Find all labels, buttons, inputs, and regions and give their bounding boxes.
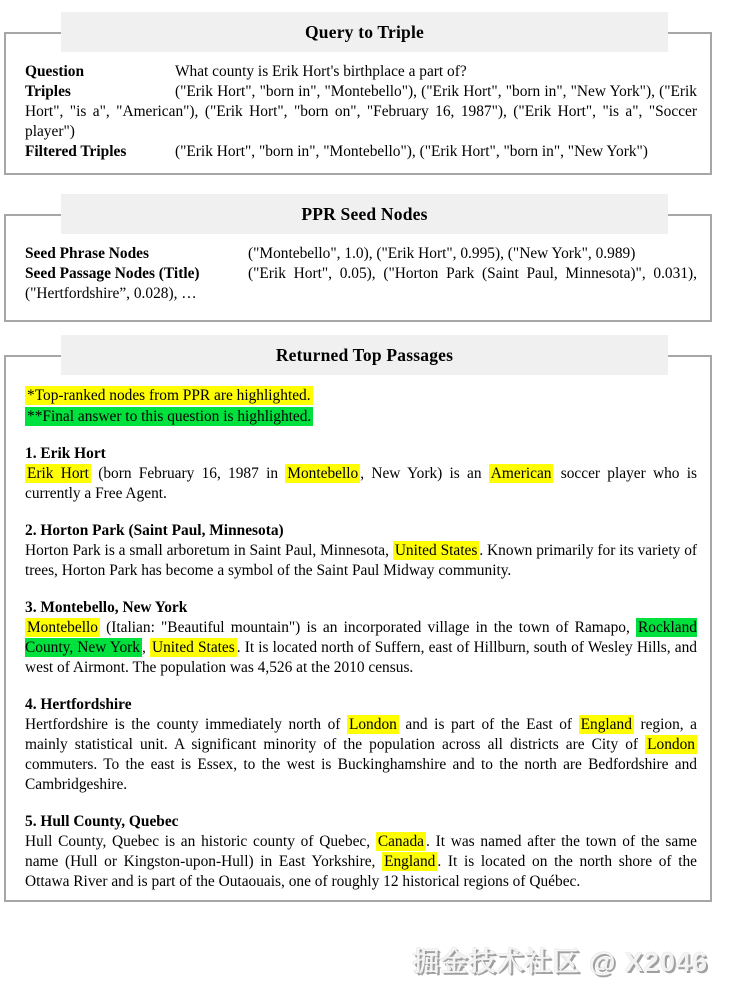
kv-label: Triples: [25, 83, 71, 100]
passage-title: 4. Hertfordshire: [25, 696, 132, 713]
kv-label: Seed Phrase Nodes: [25, 245, 149, 262]
highlighted-term: England: [384, 853, 436, 870]
highlighted-term: American: [490, 465, 552, 482]
passages-list: [25, 444, 697, 892]
kv-value: ("Erik Hort", 0.05), ("Horton Park (Saint Paul, Minnesota)", 0.031), ("Hertfordshire”, 0.028), …: [25, 265, 697, 302]
passage-5-hull-county-quebec: [25, 812, 697, 892]
panel-returned-top-passages: [0, 335, 729, 902]
kv-label: Question: [25, 63, 85, 80]
highlighted-term: England: [580, 716, 632, 733]
panel-box-returned-top-passages: [4, 355, 712, 902]
ppr-seed-nodes-rows: [25, 244, 697, 304]
panel-title-ppr-seed-nodes: PPR Seed Nodes: [61, 194, 668, 234]
kv-value: ("Erik Hort", "born in", "Montebello"), ("Erik Hort", "born in", "New York"), ("Erik Hort", "is a", "American"), ("Erik Hort", "born on", "February 16, 1987"), ("Erik Hort", "is a", "Soccer player"): [25, 83, 697, 140]
kv-row-triples: [25, 82, 697, 142]
highlighted-term: United States: [394, 542, 478, 559]
panel-box-query-to-triple: [4, 32, 712, 175]
highlighted-term: London: [348, 716, 397, 733]
passage-4-hertfordshire: [25, 695, 697, 795]
legend-note-green: **Final answer to this question is highlighted.: [27, 408, 312, 425]
kv-value: ("Erik Hort", "born in", "Montebello"), ("Erik Hort", "born in", "New York"): [175, 143, 648, 160]
kv-row-filtered-triples: [25, 142, 697, 162]
kv-row-seed-passage-nodes-title: [25, 264, 697, 304]
passage-title: 2. Horton Park (Saint Paul, Minnesota): [25, 522, 284, 539]
highlighted-term: London: [647, 736, 695, 753]
legend-note-line: [25, 406, 697, 427]
passage-3-montebello-new-york: [25, 598, 697, 678]
highlight-legend-notes: [25, 385, 697, 427]
query-to-triple-rows: [25, 62, 697, 162]
panel-query-to-triple: [0, 12, 729, 175]
passage-title: 3. Montebello, New York: [25, 599, 188, 616]
passage-body: Erik Hort (born February 16, 1987 in Montebello , New York) is an American soccer player who is currently a Free Agent.: [25, 465, 697, 502]
kv-value: What county is Erik Hort's birthplace a part of?: [175, 63, 467, 80]
kv-value: ("Montebello", 1.0), ("Erik Hort", 0.995), ("New York", 0.989): [248, 245, 636, 262]
highlighted-term: Montebello: [287, 465, 359, 482]
highlighted-term: Montebello: [27, 619, 98, 636]
highlighted-term: Canada: [377, 833, 424, 850]
kv-row-question: [25, 62, 697, 82]
kv-label: Filtered Triples: [25, 143, 127, 160]
passage-body: Horton Park is a small arboretum in Saint Paul, Minnesota, United States . Known primarily for its variety of trees, Horton Park has become a symbol of the Saint Paul Midway community.: [25, 542, 698, 579]
watermark: 掘金技术社区 @ X2046: [412, 947, 708, 977]
passage-body: Hertfordshire is the county immediately north of London and is part of the East of England region, a mainly statistical unit. A significant minority of the population across all districts are City of London commuters. To the east is Essex, to the west is Buckinghamshire and to the north are Bedfordshire and Cambridgeshire.: [25, 716, 697, 793]
highlighted-term: Rockland County, New York: [25, 619, 697, 656]
legend-note-line: [25, 385, 697, 406]
passage-title: 1. Erik Hort: [25, 445, 106, 462]
legend-note-yellow: *Top-ranked nodes from PPR are highlighted.: [27, 387, 311, 404]
passage-1-erik-hort: [25, 444, 697, 504]
kv-row-seed-phrase-nodes: [25, 244, 697, 264]
kv-label: Seed Passage Nodes (Title): [25, 265, 200, 282]
panel-title-returned-top-passages: Returned Top Passages: [61, 335, 668, 375]
highlighted-term: United States: [151, 639, 235, 656]
panel-ppr-seed-nodes: [0, 194, 729, 322]
panel-title-query-to-triple: Query to Triple: [61, 12, 668, 52]
passage-body: Montebello (Italian: "Beautiful mountain") is an incorporated village in the town of Ramapo, Rockland County, New York , United States . It is located north of Suffern, east of Hillburn, south of Wesley Hills, and west of Airmont. The population was 4,526 at the 2010 census.: [25, 619, 697, 676]
passage-body: Hull County, Quebec is an historic county of Quebec, Canada . It was named after the town of the same name (Hull or Kingston-upon-Hull) in East Yorkshire, England . It is located on the north shore of the Ottawa River and is part of the Outaouais, one of roughly 12 historical regions of Québec.: [25, 833, 698, 890]
highlighted-term: Erik Hort: [27, 465, 89, 482]
passage-title: 5. Hull County, Quebec: [25, 813, 179, 830]
passage-2-horton-park-saint-paul-minnesota: [25, 521, 697, 581]
